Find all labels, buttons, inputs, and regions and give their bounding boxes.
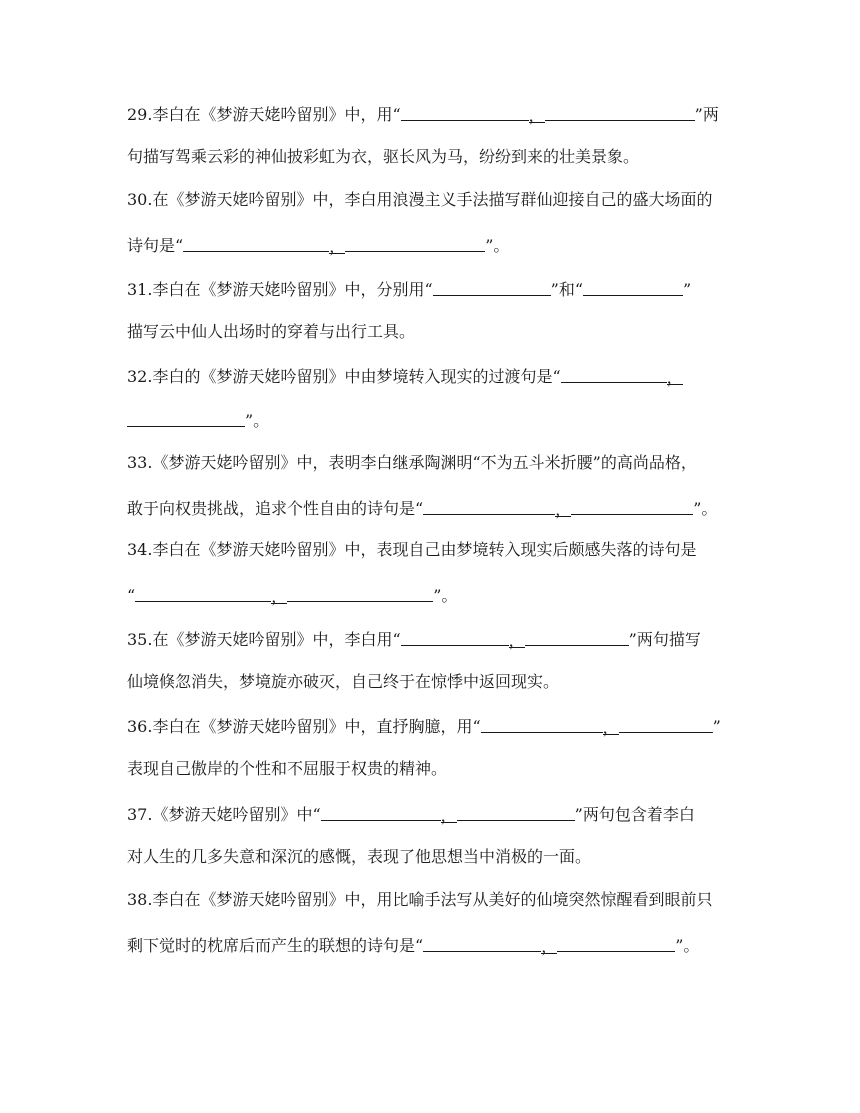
question-text: 表现自己傲岸的个性和不屈服于权贵的精神。 [127,759,448,778]
answer-blank[interactable] [525,627,629,646]
question-number: 32. [127,367,153,386]
question-number: 30. [127,190,153,209]
question-text: 描写云中仙人出场时的穿着与出行工具。 [127,322,416,341]
blank-comma: ， [602,718,619,737]
question-number: 29. [127,105,153,124]
question-number: 37. [127,805,153,824]
question-number: 31. [127,280,153,299]
answer-blank[interactable] [619,714,713,733]
answer-blank[interactable] [345,233,485,252]
question-text: 李白在《梦游天姥吟留别》中，表现自己由梦境转入现实后颇感失落的诗句是 [152,540,697,559]
question-text: ”两句描写 [628,630,701,649]
blank-comma: ， [541,937,558,956]
blank-comma: ， [666,368,683,387]
question-text: 在《梦游天姥吟留别》中，李白用浪漫主义手法描写群仙迎接自己的盛大场面的 [152,190,713,209]
answer-blank[interactable] [401,627,509,646]
answer-blank[interactable] [321,802,441,821]
blank-comma: ， [528,106,545,125]
blank-comma: ， [440,806,457,825]
question-38-line-2 [127,932,733,958]
question-text: “ [127,586,136,605]
question-31-line-2 [127,320,733,344]
question-text: ”两句包含着李白 [574,805,695,824]
question-text: 剩下觉时的枕席后而产生的联想的诗句是“ [127,936,424,955]
question-36-line-2 [127,757,733,781]
question-number: 35. [127,630,153,649]
question-33-line-1 [127,451,733,475]
question-35-line-2 [127,670,733,694]
question-text: ”。 [675,936,700,955]
blank-comma: ， [508,631,525,650]
question-text: ”。 [693,499,718,518]
question-36-line-1 [127,713,733,739]
answer-blank[interactable] [287,583,433,602]
answer-blank[interactable] [127,408,245,427]
question-text: ”。 [245,411,270,430]
question-29-line-1 [127,101,733,127]
answer-blank[interactable] [557,933,675,952]
question-38-line-1 [127,888,733,912]
answer-blank[interactable] [545,102,695,121]
question-text: ”两 [694,105,719,124]
question-34-line-2 [127,582,733,608]
question-text: 李白在《梦游天姥吟留别》中，用比喻手法写从美好的仙境突然惊醒看到眼前只 [152,890,713,909]
question-text: 句描写驾乘云彩的神仙披彩虹为衣，驱长风为马，纷纷到来的壮美景象。 [127,147,640,166]
answer-blank[interactable] [423,496,555,515]
question-text: 《梦游天姥吟留别》中“ [152,805,321,824]
question-number: 34. [127,540,153,559]
question-33-line-2 [127,495,733,521]
question-30-line-1 [127,188,733,212]
question-30-line-2 [127,232,733,258]
question-text: ”和“ [550,280,584,299]
question-text: 李白在《梦游天姥吟留别》中，分别用“ [152,280,433,299]
question-text: ” [712,717,721,736]
question-text: 诗句是“ [127,236,184,255]
question-37-line-1 [127,801,733,827]
answer-blank[interactable] [583,277,683,296]
answer-blank[interactable] [135,583,271,602]
question-37-line-2 [127,845,733,869]
answer-blank[interactable] [401,102,529,121]
answer-blank[interactable] [423,933,541,952]
answer-blank[interactable] [571,496,693,515]
answer-blank[interactable] [481,714,603,733]
question-text: 李白在《梦游天姥吟留别》中，直抒胸臆，用“ [152,717,481,736]
blank-comma: ， [271,587,288,606]
question-text: 李白在《梦游天姥吟留别》中，用“ [152,105,401,124]
question-number: 33. [127,453,153,472]
question-text: 敢于向权贵挑战，追求个性自由的诗句是“ [127,499,424,518]
question-35-line-1 [127,626,733,652]
question-text: 仙境倏忽消失，梦境旋亦破灭，自己终于在惊悸中返回现实。 [127,672,560,691]
question-32-line-1 [127,363,733,389]
blank-comma: ， [329,237,346,256]
question-text: ” [683,280,692,299]
question-number: 36. [127,717,153,736]
question-text: 在《梦游天姥吟留别》中，李白用“ [152,630,401,649]
question-29-line-2 [127,145,733,169]
question-text: ”。 [485,236,510,255]
answer-blank[interactable] [457,802,575,821]
question-text: 《梦游天姥吟留别》中，表明李白继承陶渊明“不为五斗米折腰”的高尚品格， [152,453,697,472]
answer-blank[interactable] [183,233,329,252]
question-text: ”。 [433,586,458,605]
question-text: 李白的《梦游天姥吟留别》中由梦境转入现实的过渡句是“ [152,367,561,386]
answer-blank[interactable] [561,364,667,383]
question-34-line-1 [127,538,733,562]
answer-blank[interactable] [433,277,551,296]
question-text: 对人生的几多失意和深沉的感慨，表现了他思想当中消极的一面。 [127,847,592,866]
question-31-line-1 [127,276,733,302]
question-number: 38. [127,890,153,909]
question-32-line-2 [127,407,733,433]
blank-comma: ， [555,500,572,519]
